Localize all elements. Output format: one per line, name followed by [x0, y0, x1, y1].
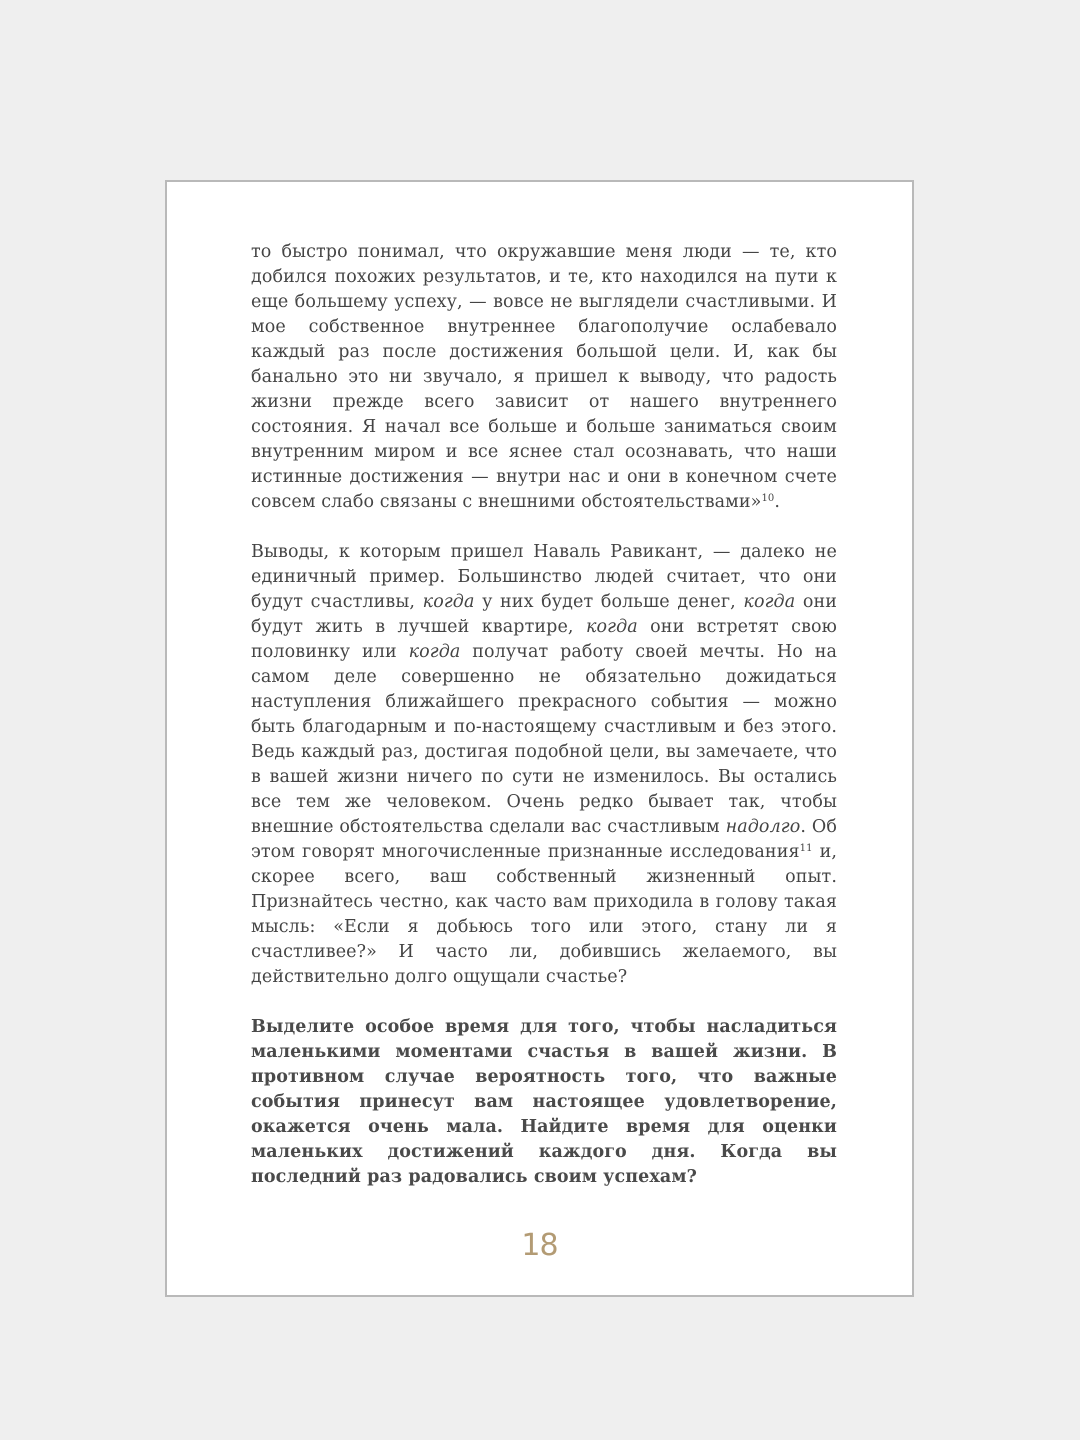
emphasis-when: когда [422, 592, 475, 612]
page-number: 18 [521, 1228, 558, 1263]
book-page [165, 180, 914, 1297]
emphasis-when: когда [408, 642, 461, 662]
footnote-ref-11: 11 [799, 843, 813, 854]
emphasis-when: когда [585, 617, 638, 637]
page-content [251, 240, 837, 1190]
paragraph-quote-end: то быстро понимал, что окружавшие меня люди — те, кто добился похожих результатов, и те, кто находился на пути к еще большему успеху, — вовсе не выглядели счастливыми. И мое собственное внутреннее благополучие ослабевало каждый раз после достижения большой цели. И, как бы банально это ни звучало, я пришел к выводу, что радость жизни прежде всего зависит от нашего внутреннего состояния. Я начал все больше и больше заниматься своим внутренним миром и все яснее стал осознавать, что наши истинные достижения — внутри нас и они в конечном счете совсем слабо связаны с внешними обстоятельствами»$^{10}$. [251, 242, 837, 512]
emphasis-for-long: надолго [725, 817, 801, 837]
paragraph-bold-advice: Выделите особое время для того, чтобы насладиться маленькими моментами счастья в вашей жизни. В противном случае вероятность того, что важные события принесут вам настоящее удовлетворение, окажется очень мала. Найдите время для оценки маленьких достижений каждого дня. Когда вы последний раз радовались своим успехам? [251, 1017, 837, 1187]
emphasis-when: когда [743, 592, 796, 612]
footnote-ref-10: 10 [761, 493, 775, 504]
paragraph-conclusions: Выводы, к которым пришел Наваль Равикант, — далеко не единичный пример. Большинство людей считает, что они будут счастливы, когда у них будет больше денег, когда они будут жить в лучшей квартире, когда они встретят свою половинку или когда получат работу своей мечты. Но на самом деле совершенно не обязательно дожидаться наступления ближайшего прекрасного события — можно быть благодарным и по-настоящему счастливым и без этого. Ведь каждый раз, достигая подобной цели, вы замечаете, что в вашей жизни ничего по сути не изменилось. Вы остались все тем же человеком. Очень редко бывает так, чтобы внешние обстоятельства сделали вас счастливым надолго. Об этом говорят многочисленные признанные исследования$^{11}$ и, скорее всего, ваш собственный жизненный опыт. Признайтесь честно, как часто вам приходила в голову такая мысль: «Если я добьюсь того или этого, стану ли я счастливее?» И часто ли, добившись желаемого, вы действительно долго ощущали счастье? [251, 542, 838, 987]
